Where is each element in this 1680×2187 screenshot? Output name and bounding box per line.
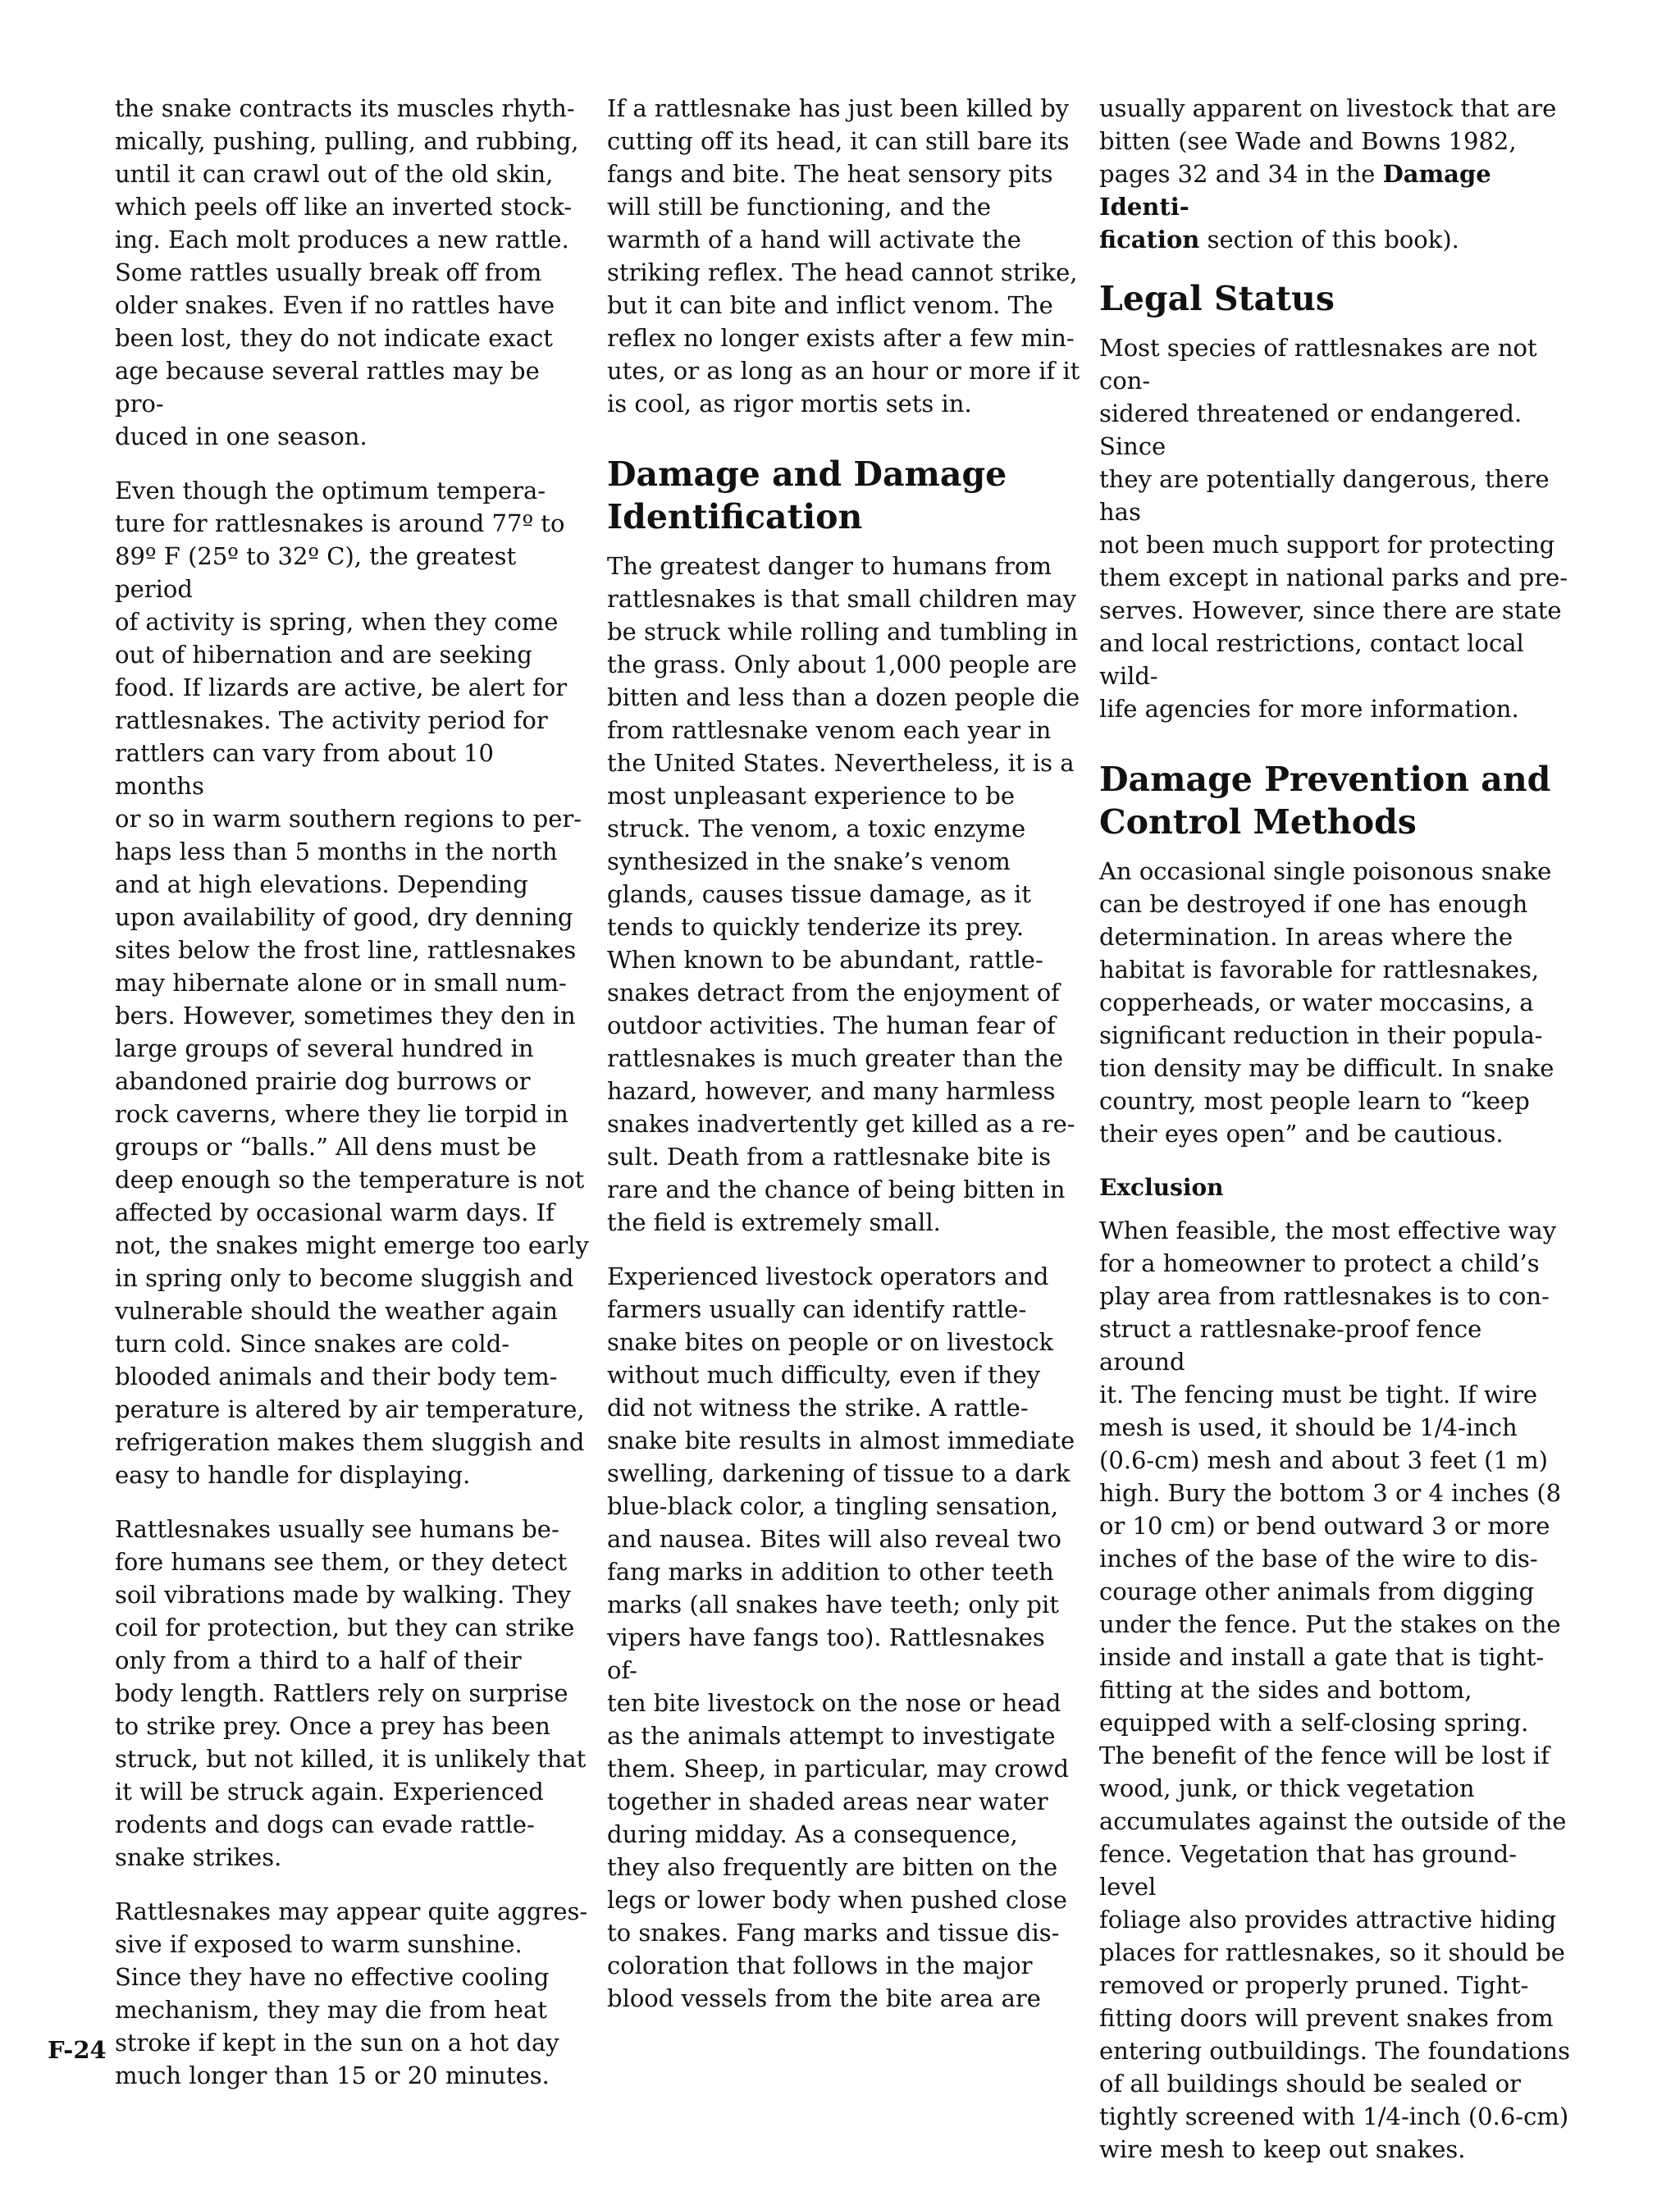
page-number: F-24 xyxy=(48,2036,107,2064)
paragraph-activity-temperature: Even though the optimum tempera- ture for rattlesnakes is around 77º to 89º F (25º to 32º C), the greatest period of activity is spring, when they come out of hibernation and are seeking food. If lizards are active, be alert for rattlesnakes. The activity period for rattlers can vary from about 10 months or so in warm southern regions to per- haps less than 5 months in the north and at high elevations. Depending upon availability of good, dry denning sites below the frost line, rattlesnakes may hibernate alone or in small num- bers. However, sometimes they den in large groups of several hundred in abandoned prairie dog burrows or rock caverns, where they lie torpid in groups or “balls.” All dens must be deep enough so the temperature is not affected by occasional warm days. If not, the snakes might emerge too early in spring only to become sluggish and vulnerable should the weather again turn cold. Since snakes are cold- blooded animals and their body tem- perature is altered by air temperature, refrigeration makes them sluggish and easy to handle for displaying. xyxy=(115,477,589,1489)
paragraph-exclusion: When feasible, the most effective way for a homeowner to protect a child’s play area from rattlesnakes is to con- struct a rattlesnake-proof fence around it. The fencing must be tight. If wire mesh is used, it should be 1/4-inch (0.6-cm) mesh and about 3 feet (1 m) high. Bury the bottom 3 or 4 inches (8 or 10 cm) or bend outward 3 or more inches of the base of the wire to dis- courage other animals from digging under the fence. Put the stakes on the inside and install a gate that is tight- fitting at the sides and bottom, equipped with a self-closing spring. The benefit of the fence will be lost if wood, junk, or thick vegetation accumulates against the outside of the fence. Vegetation that has ground-level foliage also provides attractive hiding places for rattlesnakes, so it should be removed or properly pruned. Tight- fitting doors will prevent snakes from entering outbuildings. The foundations of all buildings should be sealed or tightly screened with 1/4-inch (0.6-cm) wire mesh to keep out snakes. xyxy=(1099,1217,1570,2163)
heading-damage-identification: Damage and Damage Identification xyxy=(607,454,1007,536)
column-middle xyxy=(607,92,1081,2036)
subheading-exclusion: Exclusion xyxy=(1099,1174,1224,1201)
heading-legal-status: Legal Status xyxy=(1099,279,1335,318)
text-run: section of this book). xyxy=(1199,226,1459,253)
column-left xyxy=(115,92,589,2113)
paragraph-molting: the snake contracts its muscles rhyth- mically, pushing, pulling, and rubbing, until it can crawl out of the old skin, which peels off like an inverted stock- ing. Each molt produces a new rattle. Some rattles usually break off from older snakes. Even if no rattles have been lost, they do not indicate exact age because several rattles may be pro- duced in one season. xyxy=(115,94,579,450)
paragraph-strike-behavior: Rattlesnakes usually see humans be- fore humans see them, or they detect soil vibrations made by walking. They coil for protection, but they can strike only from a third to a half of their body length. Rattlers rely on surprise to strike prey. Once a prey has been struck, but not killed, it is unlikely that it will be struck again. Experienced rodents and dogs can evade rattle- snake strikes. xyxy=(115,1515,587,1871)
paragraph-severed-head: If a rattlesnake has just been killed by cutting off its head, it can still bare its fangs and bite. The heat sensory pits will still be functioning, and the warmth of a hand will activate the striking reflex. The head cannot strike, but it can bite and inflict venom. The reflex no longer exists after a few min- utes, or as long as an hour or more if it is cool, as rigor mortis sets in. xyxy=(607,94,1080,418)
paragraph-livestock-bites: Experienced livestock operators and farmers usually can identify rattle- snake bites on people or on livestock without much difficulty, even if they did not witness the strike. A rattle- snake bite results in almost immediate swelling, darkening of tissue to a dark blue-black color, a tingling sensation, and nausea. Bites will also reveal two fang marks in addition to other teeth marks (all snakes have teeth; only pit vipers have fangs too). Rattlesnakes of- ten bite livestock on the nose or head as the animals attempt to investigate them. Sheep, in particular, may crowd together in shaded areas near water during midday. As a consequence, they also frequently are bitten on the legs or lower body when pushed close to snakes. Fang marks and tissue dis- coloration that follows in the major blood vessels from the bite area are xyxy=(607,1262,1075,2012)
paragraph-livestock-continued xyxy=(1099,92,1573,256)
paragraph-heat-stroke: Rattlesnakes may appear quite aggres- sive if exposed to warm sunshine. Since they have no effective cooling mechanism, they may die from heat stroke if kept in the sun on a hot day much longer than 15 or 20 minutes. xyxy=(115,1897,588,2089)
column-right xyxy=(1099,92,1573,2187)
paragraph-legal-status: Most species of rattlesnakes are not con- sidered threatened or endangered. Since they are potentially dangerous, there has not been much support for protecting them except in national parks and pre- serves. However, since there are state and local restrictions, contact local wild- life agencies for more information. xyxy=(1099,334,1568,723)
paragraph-control-intro: An occasional single poisonous snake can be destroyed if one has enough determination. In areas where the habitat is favorable for rattlesnakes, copperheads, or water moccasins, a significant reduction in their popula- tion density may be difficult. In snake country, most people learn to “keep their eyes open” and be cautious. xyxy=(1099,857,1554,1148)
text-run: usually apparent on livestock that are bitten (see Wade and Bowns 1982, pages 32 and 34 in the xyxy=(1099,94,1557,188)
paragraph-danger-to-humans: The greatest danger to humans from rattlesnakes is that small children may be struck while rolling and tumbling in the grass. Only about 1,000 people are bitten and less than a dozen people die from rattlesnake venom each year in the United States. Nevertheless, it is a most unpleasant experience to be struck. The venom, a toxic enzyme synthesized in the snake’s venom glands, causes tissue damage, as it tends to quickly tenderize its prey. When known to be abundant, rattle- snakes detract from the enjoyment of outdoor activities. The human fear of rattlesnakes is much greater than the hazard, however, and many harmless snakes inadvertently get killed as a re- sult. Death from a rattlesnake bite is rare and the chance of being bitten in the field is extremely small. xyxy=(607,552,1080,1236)
bold-reference: Damage Identi- fication xyxy=(1099,160,1491,253)
heading-damage-prevention: Damage Prevention and Control Methods xyxy=(1099,760,1551,842)
